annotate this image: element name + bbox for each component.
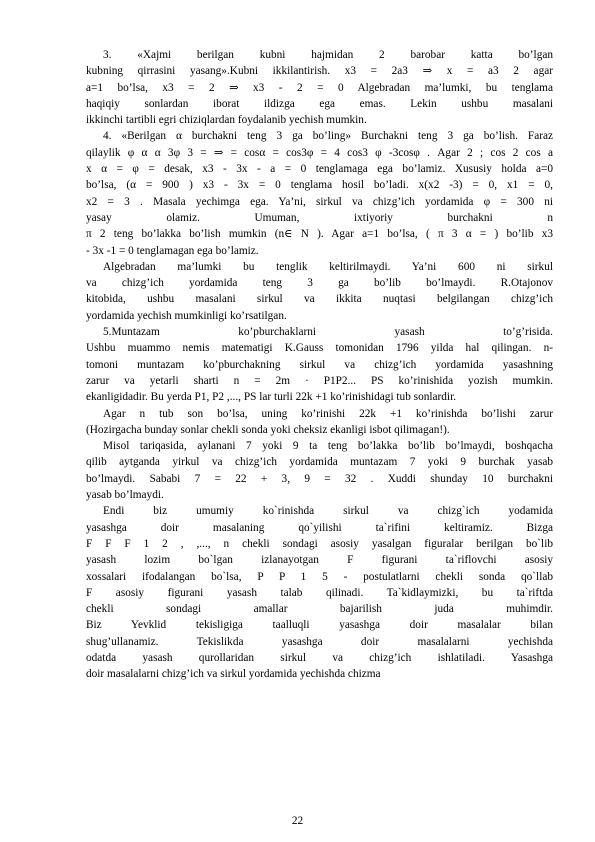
text-line: qilaylik φ α α 3φ 3 = ⇒ = cosα = cos3φ = 4 cos3 φ -3cosφ . Agar 2 ; cos 2 cos a <box>86 146 553 159</box>
text-line: 4. «Berilgan α burchakni teng 3 ga bo’ling» Burchakni teng 3 ga bo’lish. Faraz <box>103 130 553 143</box>
text-line: bo’lsa, (α = 900 ) x3 - 3x = 0 tenglama hosil bo’ladi. x(x2 -3) = 0, x1 = 0, <box>86 179 553 192</box>
text-line: Misol tariqasida, aylanani 7 yoki 9 ta teng bo’lakka bo’lib bo’lmaydi, boshqacha <box>103 440 553 453</box>
text-line: yasashga doir masalaning qo`yilishi ta`rifini keltiramiz. Bizga <box>86 521 553 534</box>
text-line: tomoni muntazam ko’pburchakning sirkul va chizg’ich yordamida yasashning <box>86 358 553 371</box>
paragraph <box>86 406 553 439</box>
text-line: va chizg’ich yordamida teng 3 ga bo’lib bo’lmaydi. R.Otajonov <box>86 277 553 290</box>
text-line: Agar n tub son bo’lsa, uning ko’rinishi 22k +1 ko’rinishda bo’lishi zarur <box>103 407 553 420</box>
document-body <box>86 47 553 683</box>
text-line: a=1 bo’lsa, x3 = 2 ⇒ x3 - 2 = 0 Algebradan ma’lumki, bu tenglama <box>86 81 553 94</box>
text-line: yasab bo’lmaydi. <box>86 489 164 502</box>
text-line: yasash lozim bo`lgan izlanayotgan F figurani ta`riflovchi asosiy <box>86 554 553 567</box>
paragraph <box>86 47 553 128</box>
text-line: Ushbu muammo nemis matematigi K.Gauss tomonidan 1796 yilda hal qilingan. n- <box>86 342 553 355</box>
paragraph <box>86 438 553 503</box>
text-line: bo’lmaydi. Sababi 7 = 22 + 3, 9 = 32 . Xuddi shunday 10 burchakni <box>86 472 553 485</box>
text-line: ikkinchi tartibli egri chiziqlardan foydalanib yechish mumkin. <box>86 114 367 127</box>
text-line: x α = φ = desak, x3 - 3x - a = 0 tenglamaga ega bo’lamiz. Xususiy holda a=0 <box>86 163 553 176</box>
text-line: ekanligidadir. Bu yerda P1, P2 ,..., PS lar turli 22k +1 ko’rinishidagi tub sonlardir. <box>86 391 457 404</box>
paragraph <box>86 503 553 682</box>
text-line: kubning qirrasini yasang».Kubni ikkilantirish. x3 = 2a3 ⇒ x = a3 2 agar <box>86 65 553 78</box>
text-line: F asosiy figurani yasash talab qilinadi. Ta`kidlaymizki, bu ta`riftda <box>86 586 553 599</box>
text-line: Endi biz umumiy ko`rinishda sirkul va chizg`ich yodamida <box>103 505 553 518</box>
text-line: haqiqiy sonlardan iborat ildizga ega emas. Lekin ushbu masalani <box>86 97 553 110</box>
text-line: Algebradan ma’lumki bu tenglik keltirilmaydi. Ya’ni 600 ni sirkul <box>103 260 553 273</box>
paragraph <box>86 259 553 324</box>
text-line: Biz Yevklid tekisligiga taalluqli yasashga doir masalalar bilan <box>86 619 553 632</box>
text-line: shug’ullanamiz. Tekislikda yasashga doir masalalarni yechishda <box>86 635 553 648</box>
text-line: xossalari ifodalangan bo`lsa, P P 1 5 - postulatlarni chekli sonda qo`llab <box>86 570 553 583</box>
text-line: - 3x -1 = 0 tenglamagan ega bo’lamiz. <box>86 244 259 257</box>
page-number: 22 <box>291 815 304 827</box>
text-line: 3. «Xajmi berilgan kubni hajmidan 2 barobar katta bo’lgan <box>103 49 553 61</box>
text-line: yasay olamiz. Umuman, ixtiyoriy burchakni n <box>86 211 553 224</box>
text-line: kitobida, ushbu masalani sirkul va ikkita nuqtasi belgilangan chizg’ich <box>86 293 553 306</box>
text-line: chekli sondagi amallar bajarilish juda muhimdir. <box>86 603 553 616</box>
text-line: 5.Muntazam ko’pburchaklarni yasash to’g’risida. <box>103 326 553 339</box>
text-line: x2 = 3 . Masala yechimga ega. Ya’ni, sirkul va chizg’ich yordamida φ = 300 ni <box>86 195 553 208</box>
text-line: π 2 teng bo’lakka bo’lish mumkin (n∈ N ). Agar a=1 bo’lsa, ( π 3 α = ) bo’lib x3 <box>86 228 553 241</box>
text-line: (Hozirgacha bunday sonlar chekli sonda yoki cheksiz ekanligi isbot qilimagan!). <box>86 423 450 436</box>
text-line: yordamida yechish mumkinligi ko’rsatilgan. <box>86 309 287 322</box>
text-line: F F F 1 2 , ,..., n chekli sondagi asosiy yasalgan figuralar berilgan bo`lib <box>86 537 553 550</box>
paragraph <box>86 324 553 405</box>
text-line: odatda yasash qurollaridan sirkul va chizg’ich ishlatiladi. Yasashga <box>86 651 553 664</box>
text-line: doir masalalarni chizg’ich va sirkul yordamida yechishda chizma <box>86 668 381 681</box>
text-line: qilib aytganda yirkul va chizg’ich yordamida muntazam 7 yoki 9 burchak yasab <box>86 456 553 469</box>
text-line: zarur va yetarli sharti n = 2m · P1P2... PS ko’rinishida yozish mumkin. <box>86 374 553 387</box>
paragraph <box>86 128 553 258</box>
